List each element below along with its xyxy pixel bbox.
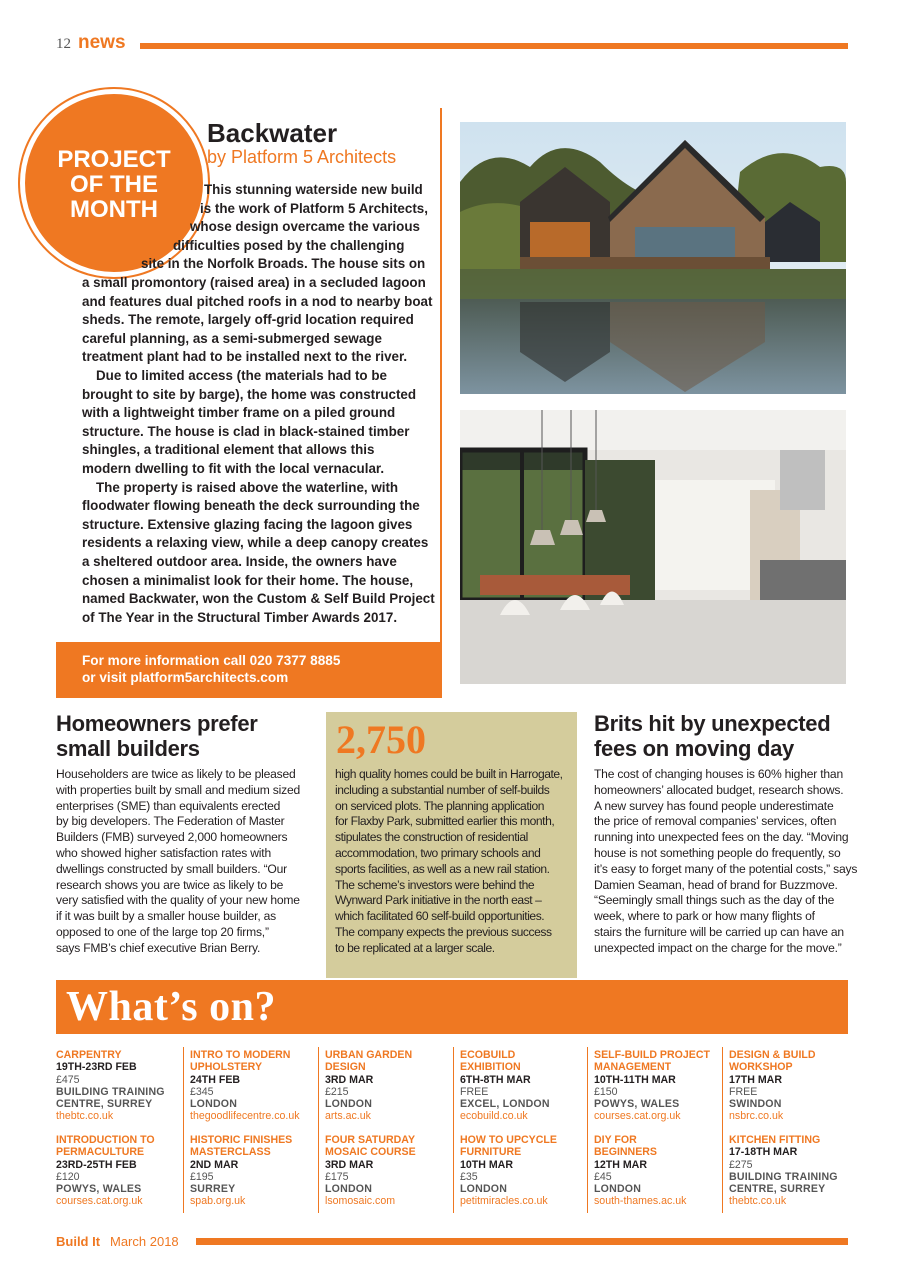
- body-line: dwellings constructed by small builders. “Our: [56, 861, 287, 876]
- article-line: shingles, a traditional element that allows this: [82, 442, 375, 458]
- event-date: 17TH MAR: [729, 1073, 782, 1086]
- article-line: with a lightweight timber frame on a piled ground: [82, 405, 396, 421]
- body-line: The cost of changing houses is 60% higher than: [594, 767, 843, 781]
- body-line: unexpected impact on the charge for the move.”: [594, 940, 842, 955]
- column-divider: [183, 1047, 184, 1213]
- body-line: which facilitated 60 self-build opportunities.: [335, 909, 545, 924]
- interior-photo: [460, 410, 846, 684]
- event-location: POWYS, WALES: [594, 1098, 680, 1111]
- event-date: 17-18TH MAR: [729, 1146, 798, 1159]
- article-line: difficulties posed by the challenging: [173, 237, 405, 253]
- event-date: 12TH MAR: [594, 1158, 647, 1171]
- event-listing: [190, 1134, 324, 1208]
- event-title: URBAN GARDEN DESIGN: [325, 1049, 413, 1074]
- header-rule: [140, 43, 848, 49]
- body-line: Wynward Park initiative in the north east –: [335, 893, 542, 908]
- event-url[interactable]: spab.org.uk: [190, 1195, 246, 1208]
- event-date: 24TH FEB: [190, 1073, 241, 1086]
- stat-number: 2,750: [336, 717, 426, 762]
- footer-date: March 2018: [110, 1234, 179, 1249]
- body-line: says FMB’s chief executive Brian Berry.: [56, 940, 261, 955]
- body-line: Damien Seaman, head of brand for Buzzmove.: [594, 877, 838, 892]
- right-headline: Brits hit by unexpected fees on moving day: [594, 711, 831, 761]
- badge-text: PROJECT OF THE MONTH: [57, 145, 171, 223]
- event-url[interactable]: thegoodlifecentre.co.uk: [190, 1110, 300, 1123]
- body-line: enterprises (SME) than equivalents erected: [56, 798, 281, 813]
- body-line: sports facilities, as well as a new rail station.: [335, 861, 550, 876]
- event-price: £345: [190, 1085, 214, 1098]
- body-line: week, where to park or how many flights of: [594, 909, 815, 924]
- event-location: SWINDON: [729, 1098, 782, 1111]
- event-location: LONDON: [190, 1098, 238, 1111]
- event-title: FOUR SATURDAY MOSAIC COURSE: [325, 1134, 416, 1159]
- article-line: modern dwelling to fit with the local vernacular.: [82, 461, 385, 476]
- body-line: The company expects the previous success: [335, 924, 552, 939]
- event-listing: [729, 1049, 863, 1123]
- article-line: structure. Extensive glazing facing the lagoon gives: [82, 516, 413, 532]
- event-listing: [325, 1049, 459, 1123]
- event-location: SURREY: [190, 1183, 236, 1196]
- body-line: if it was built by a smaller house builder, as: [56, 909, 277, 924]
- event-title: DESIGN & BUILD WORKSHOP: [729, 1049, 816, 1074]
- stat-article-body: [335, 767, 563, 957]
- article-byline: by Platform 5 Architects: [207, 147, 397, 167]
- event-location: BUILDING TRAINING CENTRE, SURREY: [729, 1170, 838, 1196]
- event-price: FREE: [729, 1085, 758, 1098]
- body-line: research shows you are twice as likely to be: [56, 877, 284, 892]
- event-location: LONDON: [594, 1183, 642, 1196]
- event-listing: [56, 1049, 190, 1123]
- article-line: is the work of Platform 5 Architects,: [200, 200, 428, 216]
- event-price: £475: [56, 1073, 80, 1086]
- article-line: and features dual pitched roofs in a nod to nearby boat: [82, 293, 433, 309]
- body-line: on serviced plots. The planning application: [335, 798, 545, 813]
- event-listing: [460, 1134, 594, 1208]
- event-date: 10TH-11TH MAR: [594, 1073, 676, 1086]
- event-url[interactable]: thebtc.co.uk: [56, 1110, 114, 1123]
- footer-rule: [196, 1238, 848, 1245]
- right-article-body: [594, 767, 857, 957]
- article-line: named Backwater, won the Custom & Self Build Project: [82, 591, 435, 607]
- article-line: This stunning waterside new build: [204, 182, 423, 197]
- event-price: £45: [594, 1170, 612, 1183]
- body-line: accommodation, two primary schools and: [335, 845, 541, 860]
- column-divider: [722, 1047, 723, 1213]
- event-url[interactable]: petitmiracles.co.uk: [460, 1195, 548, 1208]
- event-title: INTRODUCTION TO PERMACULTURE: [56, 1134, 155, 1159]
- event-title: HOW TO UPCYCLE FURNITURE: [460, 1134, 557, 1159]
- body-line: by big developers. The Federation of Master: [56, 814, 285, 829]
- body-line: house is not something people do frequently, so: [594, 845, 841, 860]
- left-headline: Homeowners prefer small builders: [56, 711, 258, 761]
- event-date: 23RD-25TH FEB: [56, 1158, 137, 1171]
- article-line: residents a relaxing view, while a deep canopy creates: [82, 535, 429, 551]
- column-divider: [453, 1047, 454, 1213]
- article-line: floodwater flowing beneath the deck surrounding the: [82, 498, 420, 514]
- whats-on-title: What’s on?: [66, 984, 276, 1030]
- event-url[interactable]: thebtc.co.uk: [729, 1195, 787, 1208]
- exterior-photo: [460, 122, 846, 394]
- event-price: £175: [325, 1170, 349, 1183]
- article-line: brought to site by barge), the home was constructed: [82, 386, 417, 402]
- event-url[interactable]: ecobuild.co.uk: [460, 1110, 528, 1123]
- article-line: Due to limited access (the materials had to be: [96, 368, 387, 383]
- body-line: it’s easy to forget many of the potential costs,” says: [594, 861, 858, 876]
- footer-brand: Build It: [56, 1234, 101, 1249]
- body-line: the price of removal companies’ services, often: [594, 814, 837, 829]
- article-line: careful planning, as a semi-submerged sewage: [82, 330, 382, 346]
- event-url[interactable]: lsomosaic.com: [325, 1195, 396, 1208]
- page-number: 12: [56, 36, 71, 52]
- body-line: Householders are twice as likely to be pleased: [56, 767, 296, 781]
- body-line: opposed to one of the large top 20 firms,”: [56, 924, 269, 939]
- event-date: 6TH-8TH MAR: [460, 1073, 531, 1086]
- event-date: 3RD MAR: [325, 1073, 374, 1086]
- column-divider: [318, 1047, 319, 1213]
- article-line: of The Year in the Structural Timber Awards 2017.: [82, 609, 398, 625]
- body-line: A new survey has found people underestimate: [594, 798, 834, 813]
- event-price: £120: [56, 1170, 80, 1183]
- event-date: 10TH MAR: [460, 1158, 513, 1171]
- article-title: Backwater: [207, 118, 338, 148]
- event-location: LONDON: [325, 1183, 373, 1196]
- event-listing: [594, 1134, 728, 1208]
- event-url[interactable]: courses.cat.org.uk: [56, 1195, 143, 1208]
- body-line: The scheme’s investors were behind the: [335, 877, 535, 892]
- event-location: LONDON: [325, 1098, 373, 1111]
- event-price: FREE: [460, 1085, 489, 1098]
- article-line: site in the Norfolk Broads. The house sits on: [141, 256, 426, 272]
- body-line: to be replicated at a larger scale.: [335, 940, 495, 955]
- body-line: with properties built by small and medium sized: [56, 782, 301, 797]
- body-line: running into unexpected fees on the day. “Moving: [594, 830, 849, 845]
- article-line: treatment plant had to be installed next to the river.: [82, 349, 408, 365]
- event-title: INTRO TO MODERN UPHOLSTERY: [190, 1049, 291, 1074]
- event-listing: [56, 1134, 190, 1208]
- event-url[interactable]: nsbrc.co.uk: [729, 1110, 784, 1123]
- event-price: £275: [729, 1158, 753, 1171]
- event-price: £195: [190, 1170, 214, 1183]
- article-line: a sheltered outdoor area. Inside, the owners have: [82, 554, 397, 569]
- event-price: £215: [325, 1085, 349, 1098]
- body-line: homeowners’ allocated budget, research shows.: [594, 782, 844, 797]
- body-line: including a substantial number of self-builds: [335, 782, 550, 797]
- event-price: £35: [460, 1170, 478, 1183]
- event-date: 2ND MAR: [190, 1158, 239, 1171]
- event-title: ECOBUILD EXHIBITION: [460, 1049, 521, 1074]
- body-line: stipulates the construction of residential: [335, 830, 528, 845]
- event-listing: [729, 1134, 863, 1208]
- event-title: DIY FOR BEGINNERS: [594, 1134, 657, 1159]
- event-location: EXCEL, LONDON: [460, 1098, 550, 1111]
- article-line: structure. The house is clad in black-stained timber: [82, 423, 410, 439]
- event-title: KITCHEN FITTING: [729, 1134, 821, 1146]
- event-listing: [594, 1049, 728, 1123]
- event-date: 3RD MAR: [325, 1158, 374, 1171]
- body-line: “Seemingly small things such as the day of the: [594, 893, 835, 908]
- event-title: SELF-BUILD PROJECT MANAGEMENT: [594, 1049, 710, 1074]
- event-listing: [325, 1134, 459, 1208]
- body-line: very satisfied with the quality of your new home: [56, 893, 300, 908]
- section-label: news: [78, 32, 126, 53]
- body-line: who showed higher satisfaction rates with: [56, 845, 271, 860]
- article-line: The property is raised above the waterline, with: [96, 479, 399, 495]
- event-date: 19TH-23RD FEB: [56, 1061, 137, 1074]
- body-line: Builders (FMB) surveyed 2,000 homeowners: [56, 830, 288, 845]
- more-info-text: For more information call 020 7377 8885 or visit platform5architects.com: [82, 653, 341, 685]
- article-line: whose design overcame the various: [190, 219, 420, 235]
- event-url[interactable]: arts.ac.uk: [325, 1110, 371, 1123]
- article-line: sheds. The remote, largely off-grid location required: [82, 312, 414, 328]
- event-location: LONDON: [460, 1183, 508, 1196]
- event-url[interactable]: south-thames.ac.uk: [594, 1195, 687, 1208]
- body-line: high quality homes could be built in Harrogate,: [335, 767, 563, 781]
- body-line: for Flaxby Park, submitted earlier this month,: [335, 814, 555, 829]
- event-price: £150: [594, 1085, 618, 1098]
- column-divider: [587, 1047, 588, 1213]
- left-article-body: [56, 767, 300, 957]
- event-location: POWYS, WALES: [56, 1183, 142, 1196]
- event-url[interactable]: courses.cat.org.uk: [594, 1110, 681, 1123]
- event-title: HISTORIC FINISHES MASTERCLASS: [190, 1134, 293, 1159]
- article-line: a small promontory (raised area) in a secluded lagoon: [82, 275, 426, 290]
- article-line: chosen a minimalist look for their home. The house,: [82, 572, 414, 588]
- body-line: stairs the furniture will be carried up can have an: [594, 924, 844, 939]
- event-listing: [460, 1049, 594, 1123]
- event-listing: [190, 1049, 324, 1123]
- event-location: BUILDING TRAINING CENTRE, SURREY: [56, 1085, 165, 1111]
- event-title: CARPENTRY: [56, 1049, 122, 1061]
